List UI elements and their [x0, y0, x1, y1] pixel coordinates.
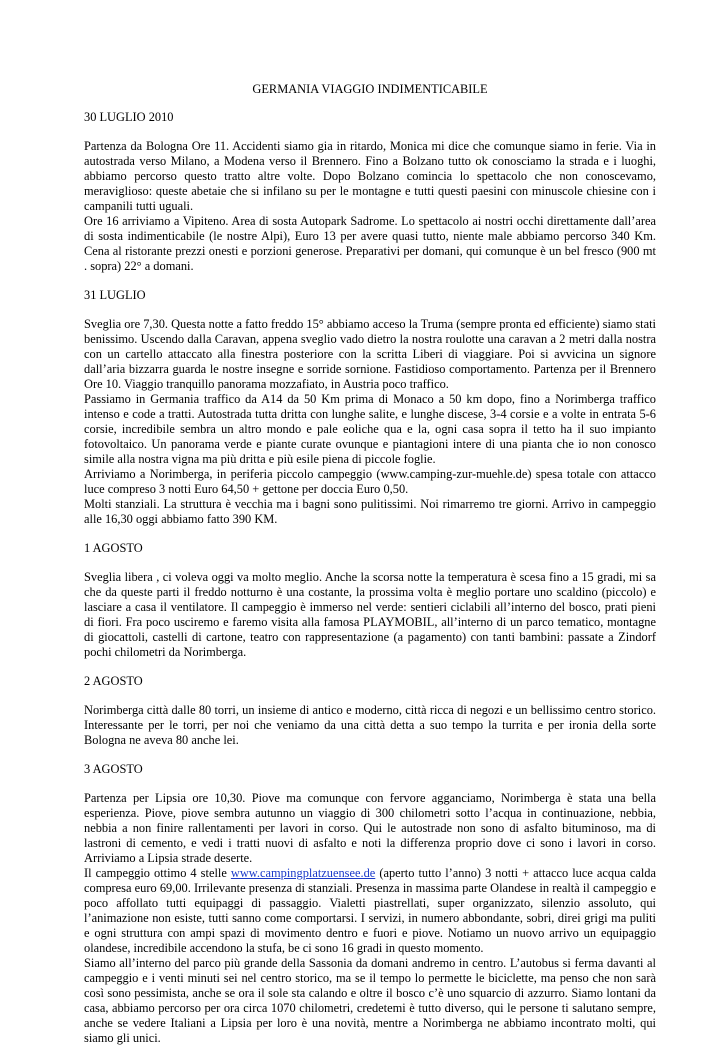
- campsite-link[interactable]: www.campingplatzuensee.de: [230, 866, 376, 880]
- document-title: GERMANIA VIAGGIO INDIMENTICABILE: [252, 82, 488, 96]
- campsite-line: [84, 866, 656, 956]
- section-date: 2 AGOSTO: [84, 674, 143, 688]
- section-date: 1 AGOSTO: [84, 541, 143, 555]
- section-paragraph: [84, 139, 656, 274]
- paragraph-line: Arriviamo a Norimberga, in periferia piccolo campeggio (www.camping-zur-muehle.de) spesa totale con attacco luce compreso 3 notti Euro 64,50 + gettone per doccia Euro 0,50.: [84, 467, 656, 496]
- section-date: 30 LUGLIO 2010: [84, 110, 174, 124]
- section-paragraph: [84, 703, 656, 748]
- campsite-post: (aperto tutto l’anno) 3 notti + attacco luce acqua calda compresa euro 69,00. Irrilevante presenza di stanziali. Presenza in massima parte Olandese in realtà il campeggio e poco affollato tutti equipaggi di passaggio. Vialetti piastrellati, super organizzato, silenzio assoluto, qui l’animazione non esiste, tutti sanno come comportarsi. I servizi, in numero abbondante, sobri, direi grigi ma puliti e ogni struttura con ampi spazi di movimento dentro e fuori e piove. Notiamo un nuovo arrivo un equipaggio olandese, incredibile accendono la stufa, be ci sono 16 gradi in questo momento.: [84, 866, 657, 955]
- section-date: 3 AGOSTO: [84, 762, 143, 776]
- paragraph-line: Norimberga città dalle 80 torri, un insieme di antico e moderno, città ricca di negozi e un bellissimo centro storico. Interessante per le torri, per noi che veniamo da una città detta a suo tempo la turrita e per ironia della sorte Bologna ne aveva 80 anche lei.: [84, 703, 656, 747]
- paragraph-line: Molti stanziali. La struttura è vecchia ma i bagni sono pulitissimi. Noi rimarremo tre giorni. Arrivo in campeggio alle 16,30 oggi abbiamo fatto 390 KM.: [84, 497, 656, 526]
- document-page: [84, 82, 656, 1060]
- section-paragraph: [84, 570, 656, 660]
- final-line: Siamo all’interno del parco più grande della Sassonia da domani andremo in centro. L’autobus si ferma davanti al campeggio e i venti minuti sei nel centro storico, ma se il tempo lo permette le biciclette, ma penso che non sarà così sono pessimista, anche se ora il sole sta calando e oltre il bosco c’è uno squarcio di azzurro. Siamo lontani da casa, abbiamo percorso per ora circa 1070 chilometri, credetemi è tutto diverso, qui le persone ti salutano sempre, anche se vedere Italiani a Lipsia per loro è una novità, mentre a Norimberga ne abbiamo incontrato molti, qui siamo gli unici.: [84, 956, 656, 1045]
- section-paragraph: [84, 791, 656, 866]
- last-paragraph: [84, 866, 656, 1046]
- paragraph-line: Sveglia libera , ci voleva oggi va molto meglio. Anche la scorsa notte la temperatura è scesa fino a 15 gradi, mi sa che da queste parti il freddo notturno è una costante, la prossima volta è meglio portare uno scaldino (piccolo) e lasciare a casa il ventilatore. Il campeggio è immerso nel verde: sentieri ciclabili all’interno del bosco, prati pieni di fiori. Fra poco usciremo e faremo visita alla famosa PLAYMOBIL, all’interno di un parco tematico, montagne di giocattoli, castelli di cartone, teatro con rappresentazione (a pagamento) con tanti bambini: passate a Zindorf pochi chilometri da Norimberga.: [84, 570, 656, 659]
- paragraph-line: Partenza da Bologna Ore 11. Accidenti siamo gia in ritardo, Monica mi dice che comunque siamo in ferie. Via in autostrada verso Milano, a Modena verso il Brennero. Fino a Bolzano tutto ok conosciamo la strada e i luoghi, abbiamo percorso questo tratto altre volte. Dopo Bolzano comincia lo spettacolo che non conoscevamo, meraviglioso: queste abetaie che si infilano su per le montagne e tutti questi paesini con minuscole chiesine con i campanili tutti uguali.: [84, 139, 656, 213]
- paragraph-line: Ore 16 arriviamo a Vipiteno. Area di sosta Autopark Sadrome. Lo spettacolo ai nostri occhi direttamente dall’area di sosta indimenticabile (le nostre Alpi), Euro 13 per avere quasi tutto, niente male abbiamo percorso 340 Km. Cena al ristorante prezzi onesti e porzioni generose. Preparativi per domani, qui comunque è un bel fresco (900 mt . sopra) 22° a domani.: [84, 214, 656, 273]
- paragraph-line: Passiamo in Germania traffico da A14 da 50 Km prima di Monaco a 50 km dopo, fino a Norimberga traffico intenso e code a tratti. Autostrada tutta dritta con lunghe salite, e lunghe discese, 3-4 corsie e a volte in entrata 5-6 corsie, incredibile sembra un altro mondo e pale eoliche qua e la, ogni casa sopra il tetto ha il suo impianto fotovoltaico. Un panorama verde e piante curate ovunque e piantagioni intere di una pianta che io non conosco simile alla nostra vigna ma più dritta e più esile piena di piccole foglie.: [84, 392, 656, 466]
- section-date: 31 LUGLIO: [84, 288, 146, 302]
- section-paragraph: [84, 317, 656, 527]
- paragraph-line: Sveglia ore 7,30. Questa notte a fatto freddo 15° abbiamo acceso la Truma (sempre pronta ed efficiente) siamo stati benissimo. Uscendo dalla Caravan, appena sveglio vado dietro la nostra roulotte una caravan a 2 metri dalla nostra con un cartello attaccato alla finestra posteriore con la scritta Liberi di viaggiare. Poi si avvicina un signore dall’aria bizzarra guarda le nostre insegne e sorride sornione. Fastidioso comportamento. Partenza per il Brennero Ore 10. Viaggio tranquillo panorama mozzafiato, in Austria poco traffico.: [84, 317, 656, 391]
- campsite-pre: Il campeggio ottimo 4 stelle: [84, 866, 231, 880]
- diary-sections: [84, 110, 656, 866]
- paragraph-line: Partenza per Lipsia ore 10,30. Piove ma comunque con fervore agganciamo, Norimberga è stata una bella esperienza. Piove, piove sembra autunno un viaggio di 300 chilometri sotto l’acqua in continuazione, nebbia, nebbia a non finire rallentamenti per lavori in corso. Qui le autostrade non sono di asfalto bituminoso, ma di lastroni di cemento, e vedi i tratti nuovi di asfalto e noti la differenza proprio dove ci sono i lavori in corso. Arriviamo a Lipsia strade deserte.: [84, 791, 656, 865]
